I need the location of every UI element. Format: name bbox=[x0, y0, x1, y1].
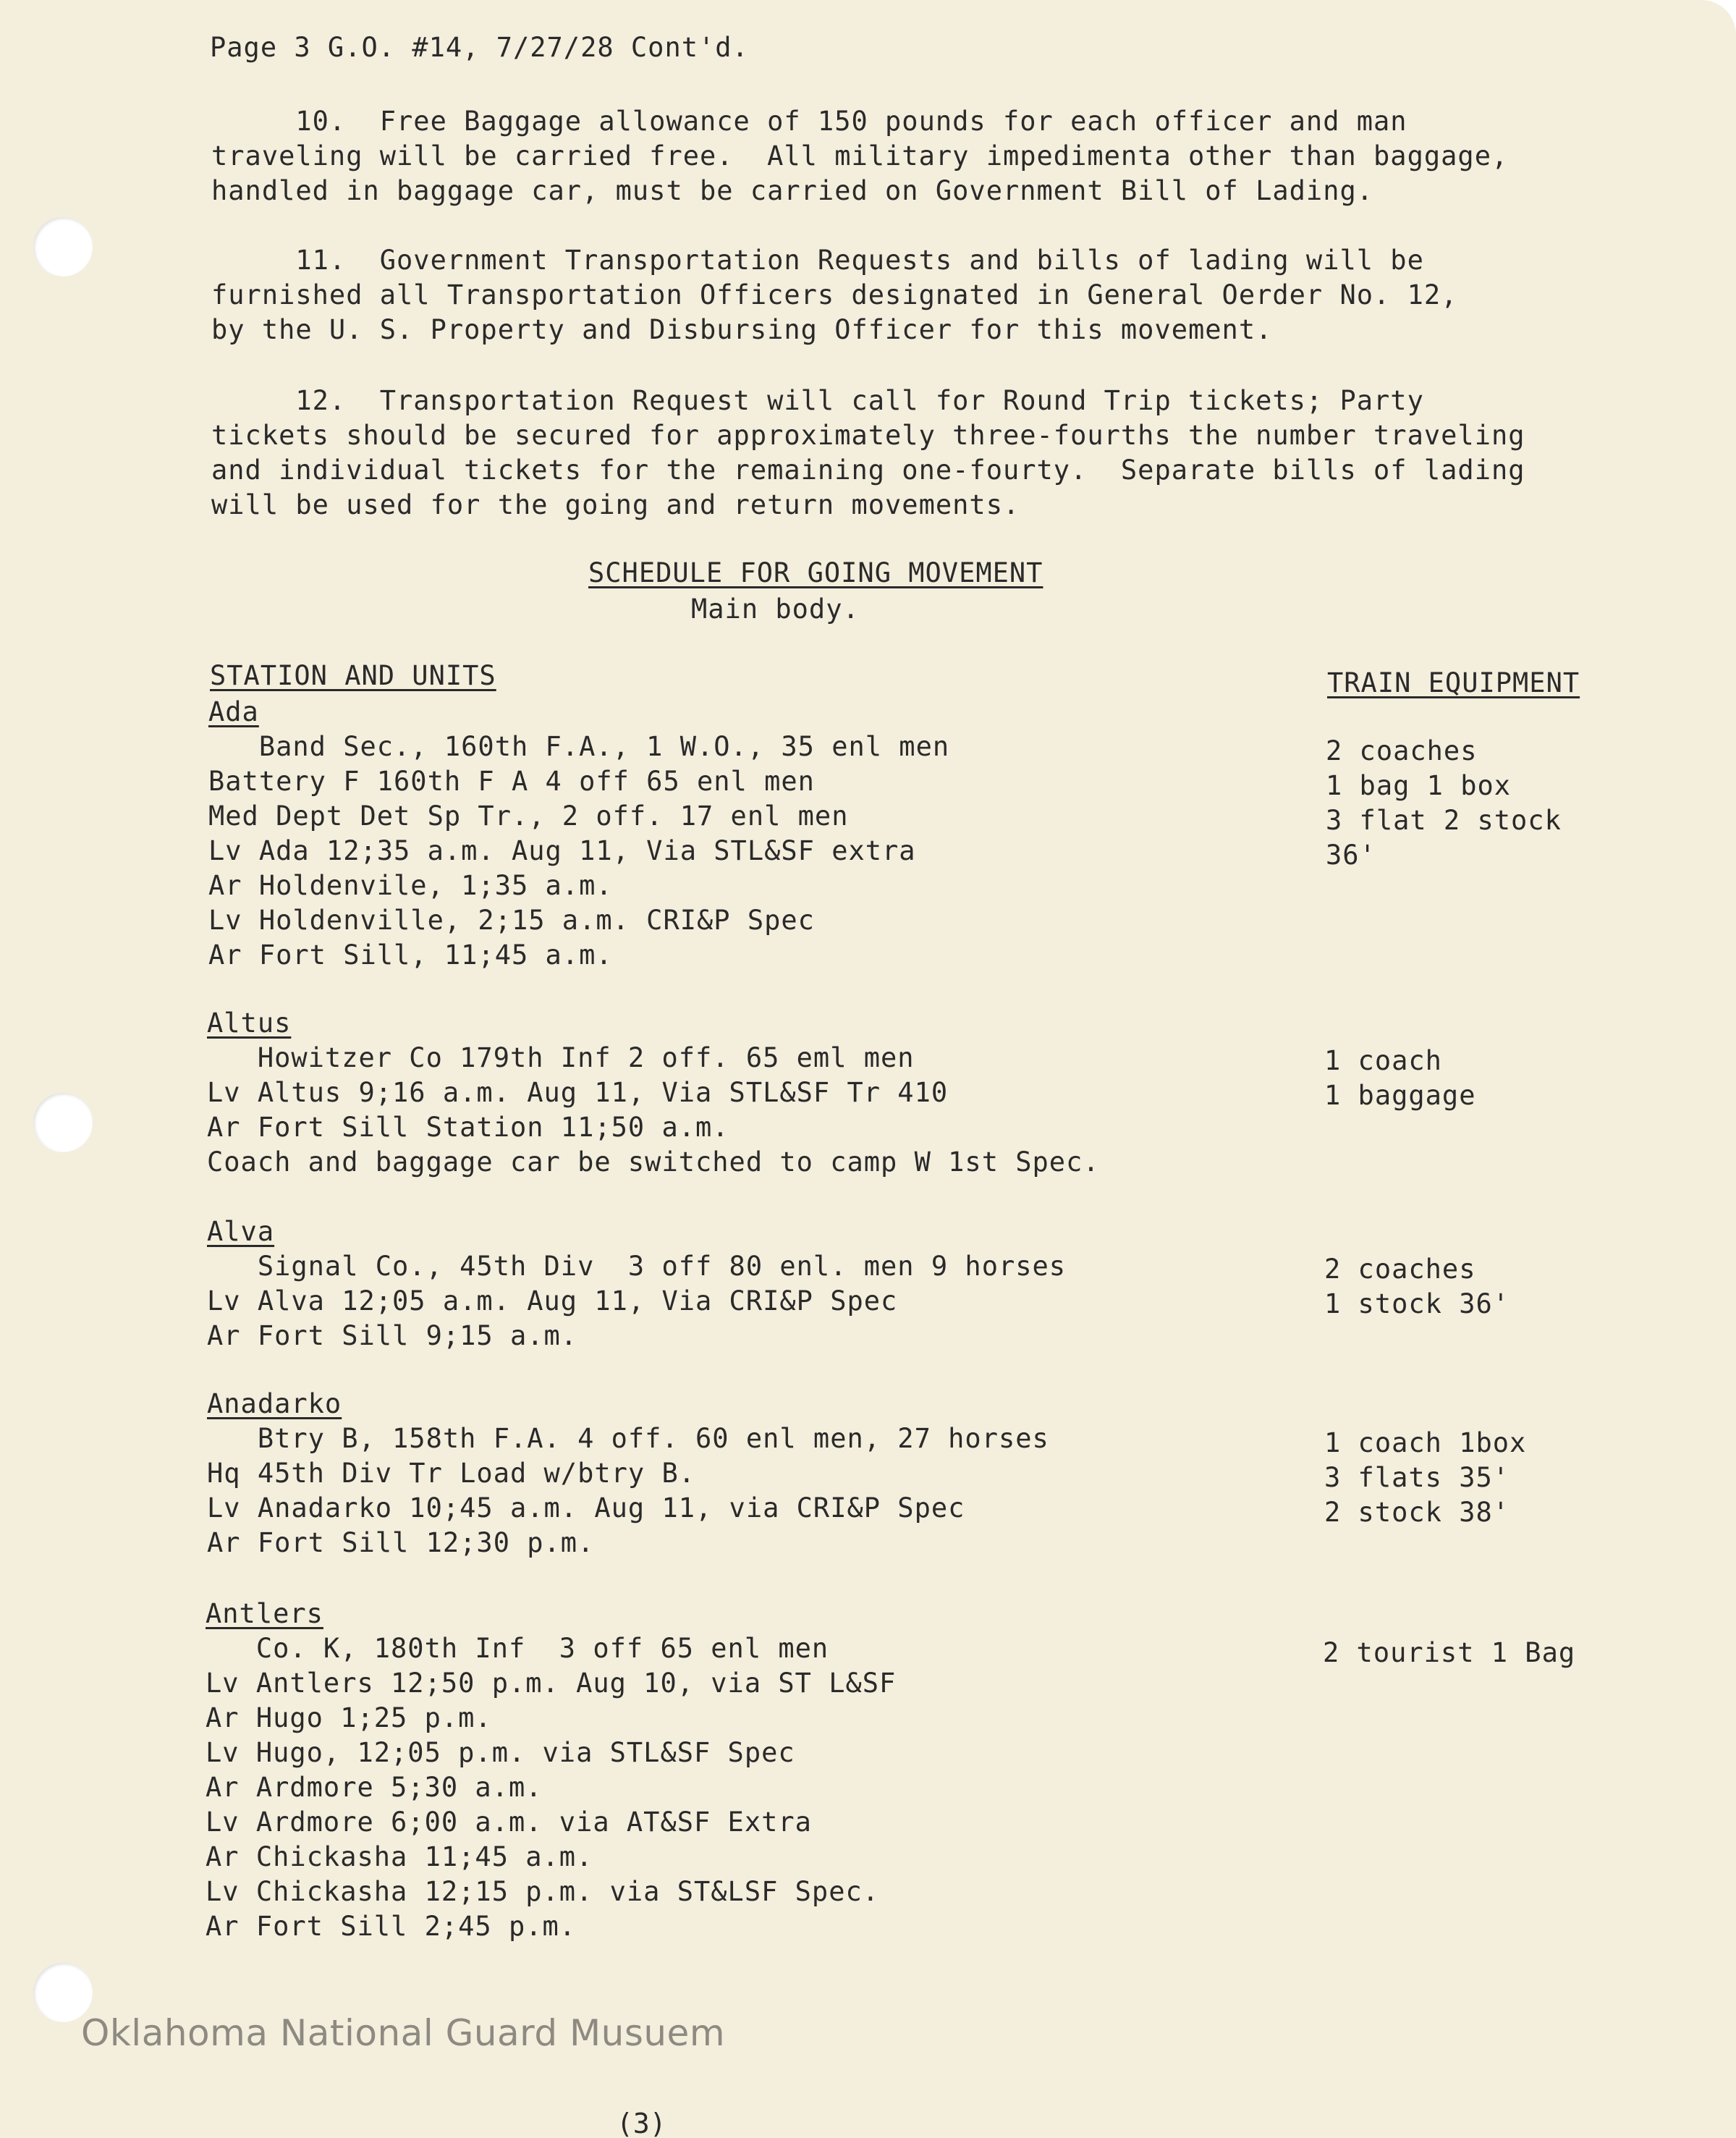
station-name: Antlers bbox=[206, 1598, 323, 1629]
paragraph-11-line: by the U. S. Property and Disbursing Officer for this movement. bbox=[211, 314, 1273, 345]
paragraph-11-line: 11. Government Transportation Requests and bills of lading will be bbox=[211, 245, 1424, 276]
punch-hole bbox=[33, 1093, 93, 1152]
equipment-line: 3 flats 35' bbox=[1324, 1462, 1510, 1493]
schedule-line: Lv Altus 9;16 a.m. Aug 11, Via STL&SF Tr 410 bbox=[207, 1077, 949, 1108]
schedule-line: Signal Co., 45th Div 3 off 80 enl. men 9 horses bbox=[207, 1251, 1067, 1282]
schedule-line: Btry B, 158th F.A. 4 off. 60 enl men, 27 horses bbox=[207, 1423, 1049, 1454]
schedule-line: Lv Anadarko 10;45 a.m. Aug 11, via CRI&P Spec bbox=[207, 1492, 965, 1524]
equipment-line: 1 coach bbox=[1324, 1045, 1442, 1076]
paragraph-10-line: handled in baggage car, must be carried on Government Bill of Lading. bbox=[211, 175, 1374, 206]
page-header: Page 3 G.O. #14, 7/27/28 Cont'd. bbox=[210, 32, 749, 63]
schedule-line: Ar Fort Sill 9;15 a.m. bbox=[207, 1320, 578, 1351]
schedule-line: Lv Holdenville, 2;15 a.m. CRI&P Spec bbox=[208, 905, 815, 936]
page-number: (3) bbox=[617, 2108, 666, 2138]
schedule-line: Lv Antlers 12;50 p.m. Aug 10, via ST L&SF bbox=[206, 1668, 897, 1699]
equipment-line: 2 stock 38' bbox=[1324, 1497, 1510, 1528]
equipment-line: 2 tourist 1 Bag bbox=[1323, 1637, 1576, 1668]
equipment-line: 1 bag 1 box bbox=[1326, 770, 1512, 801]
equipment-line: 2 coaches bbox=[1326, 735, 1478, 766]
schedule-line: Battery F 160th F A 4 off 65 enl men bbox=[208, 766, 815, 797]
station-name: Anadarko bbox=[207, 1388, 342, 1419]
station-name: Alva bbox=[207, 1216, 275, 1247]
schedule-line: Howitzer Co 179th Inf 2 off. 65 eml men bbox=[207, 1042, 915, 1073]
column-header-stations: STATION AND UNITS bbox=[210, 660, 496, 691]
schedule-line: Lv Ardmore 6;00 a.m. via AT&SF Extra bbox=[206, 1807, 812, 1838]
schedule-line: Ar Ardmore 5;30 a.m. bbox=[206, 1772, 543, 1803]
equipment-line: 36' bbox=[1326, 840, 1376, 871]
station-name: Altus bbox=[207, 1007, 292, 1039]
schedule-line: Ar Hugo 1;25 p.m. bbox=[206, 1702, 492, 1733]
schedule-line: Coach and baggage car be switched to camp W 1st Spec. bbox=[207, 1146, 1100, 1178]
schedule-line: Hq 45th Div Tr Load w/btry B. bbox=[207, 1458, 696, 1489]
equipment-line: 1 stock 36' bbox=[1324, 1288, 1510, 1319]
schedule-line: Ar Fort Sill, 11;45 a.m. bbox=[208, 939, 613, 971]
schedule-line: Ar Fort Sill 2;45 p.m. bbox=[206, 1911, 577, 1942]
equipment-line: 1 coach 1box bbox=[1324, 1427, 1527, 1458]
equipment-line: 3 flat 2 stock bbox=[1326, 805, 1562, 836]
schedule-title: SCHEDULE FOR GOING MOVEMENT bbox=[588, 557, 1043, 588]
column-header-equipment: TRAIN EQUIPMENT bbox=[1327, 667, 1580, 698]
paragraph-11-line: furnished all Transportation Officers designated in General Oerder No. 12, bbox=[211, 279, 1458, 310]
paragraph-10-line: traveling will be carried free. All military impedimenta other than baggage, bbox=[211, 140, 1509, 172]
schedule-line: Med Dept Det Sp Tr., 2 off. 17 enl men bbox=[208, 800, 849, 832]
punch-hole bbox=[33, 217, 93, 276]
schedule-line: Lv Chickasha 12;15 p.m. via ST&LSF Spec. bbox=[206, 1876, 880, 1907]
station-name: Ada bbox=[208, 696, 259, 727]
schedule-line: Lv Alva 12;05 a.m. Aug 11, Via CRI&P Spec bbox=[207, 1285, 898, 1317]
schedule-line: Lv Hugo, 12;05 p.m. via STL&SF Spec bbox=[206, 1737, 795, 1768]
schedule-line: Band Sec., 160th F.A., 1 W.O., 35 enl men bbox=[208, 731, 950, 762]
schedule-line: Lv Ada 12;35 a.m. Aug 11, Via STL&SF extra bbox=[208, 835, 916, 866]
schedule-line: Ar Chickasha 11;45 a.m. bbox=[206, 1841, 593, 1872]
equipment-line: 1 baggage bbox=[1324, 1080, 1476, 1111]
schedule-line: Ar Fort Sill 12;30 p.m. bbox=[207, 1527, 595, 1558]
equipment-line: 2 coaches bbox=[1324, 1254, 1476, 1285]
paragraph-12-line: will be used for the going and return movements. bbox=[211, 489, 1020, 520]
schedule-subtitle: Main body. bbox=[691, 593, 860, 625]
paragraph-12-line: 12. Transportation Request will call for Round Trip tickets; Party bbox=[211, 385, 1424, 416]
paragraph-12-line: and individual tickets for the remaining one-fourty. Separate bills of lading bbox=[211, 455, 1525, 486]
schedule-line: Ar Holdenvile, 1;35 a.m. bbox=[208, 870, 613, 901]
paragraph-12-line: tickets should be secured for approximately three-fourths the number traveling bbox=[211, 420, 1525, 451]
paragraph-10-line: 10. Free Baggage allowance of 150 pounds for each officer and man bbox=[211, 106, 1407, 137]
museum-watermark: Oklahoma National Guard Musuem bbox=[81, 2012, 726, 2054]
schedule-line: Ar Fort Sill Station 11;50 a.m. bbox=[207, 1112, 729, 1143]
schedule-line: Co. K, 180th Inf 3 off 65 enl men bbox=[206, 1633, 829, 1664]
